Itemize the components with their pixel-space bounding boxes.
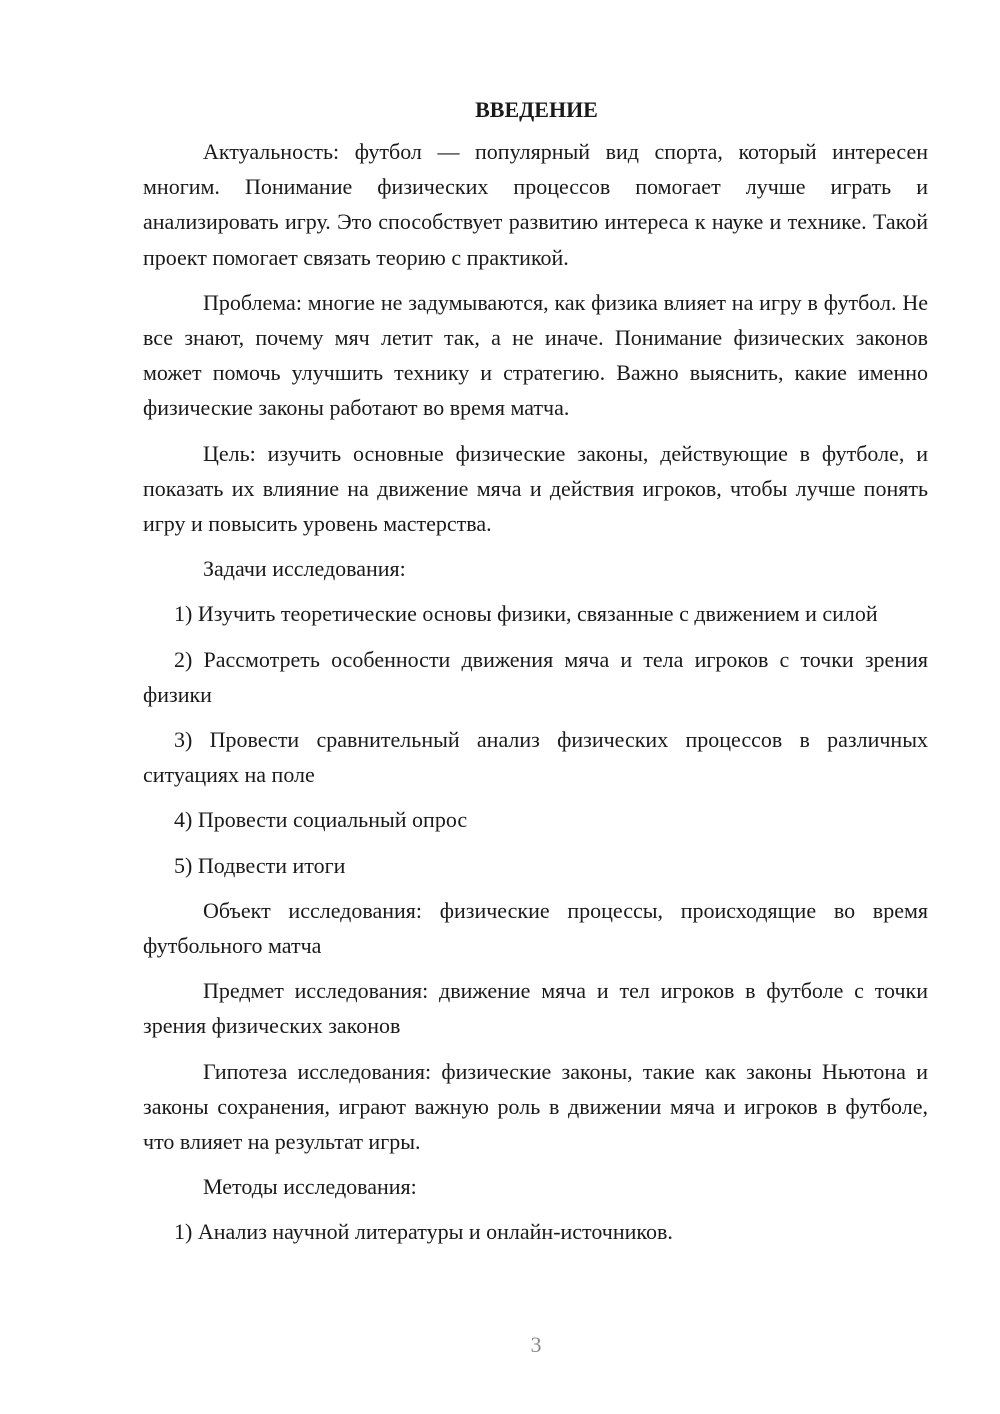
paragraph-problem: Проблема: многие не задумываются, как физика влияет на игру в футбол. Не все знают, почему мяч летит так, а не иначе. Понимание физических законов может помочь улучшить технику и стратегию. Важно выяснить, какие именно физические законы работают во время матча. [143,289,928,421]
paragraph-hypothesis: Гипотеза исследования: физические законы, такие как законы Ньютона и законы сохранения, играют важную роль в движении мяча и игроков в футболе, что влияет на результат игры. [143,1058,928,1155]
task-item-5: 5) Подвести итоги [174,852,346,878]
document-page [143,92,928,1260]
paragraph-subject: Предмет исследования: движение мяча и тел игроков в футболе с точки зрения физических законов [143,978,928,1039]
method-item-1: 1) Анализ научной литературы и онлайн-источников. [174,1219,673,1245]
paragraph-relevance: Актуальность: футбол — популярный вид спорта, который интересен многим. Понимание физических процессов помогает лучше играть и анализировать игру. Это способствует развитию интереса к науке и технике. Такой проект помогает связать теорию с практикой. [143,139,928,270]
task-item-3: 3) Провести сравнительный анализ физических процессов в различных ситуациях на поле [143,727,928,788]
task-item-4: 4) Провести социальный опрос [174,807,468,833]
page-number: 3 [530,1332,542,1357]
section-heading: ВВЕДЕНИЕ [475,97,598,122]
task-item-2: 2) Рассмотреть особенности движения мяча и тела игроков с точки зрения физики [143,646,928,707]
paragraph-object: Объект исследования: физические процессы, происходящие во время футбольного матча [143,897,928,959]
paragraph-goal: Цель: изучить основные физические законы, действующие в футболе, и показать их влияние на движение мяча и действия игроков, чтобы лучше понять игру и повысить уровень мастерства. [143,440,928,537]
paragraph-tasks-title: Задачи исследования: [203,556,406,582]
task-item-1: 1) Изучить теоретические основы физики, связанные с движением и силой [174,601,878,627]
paragraph-methods-title: Методы исследования: [203,1174,417,1200]
